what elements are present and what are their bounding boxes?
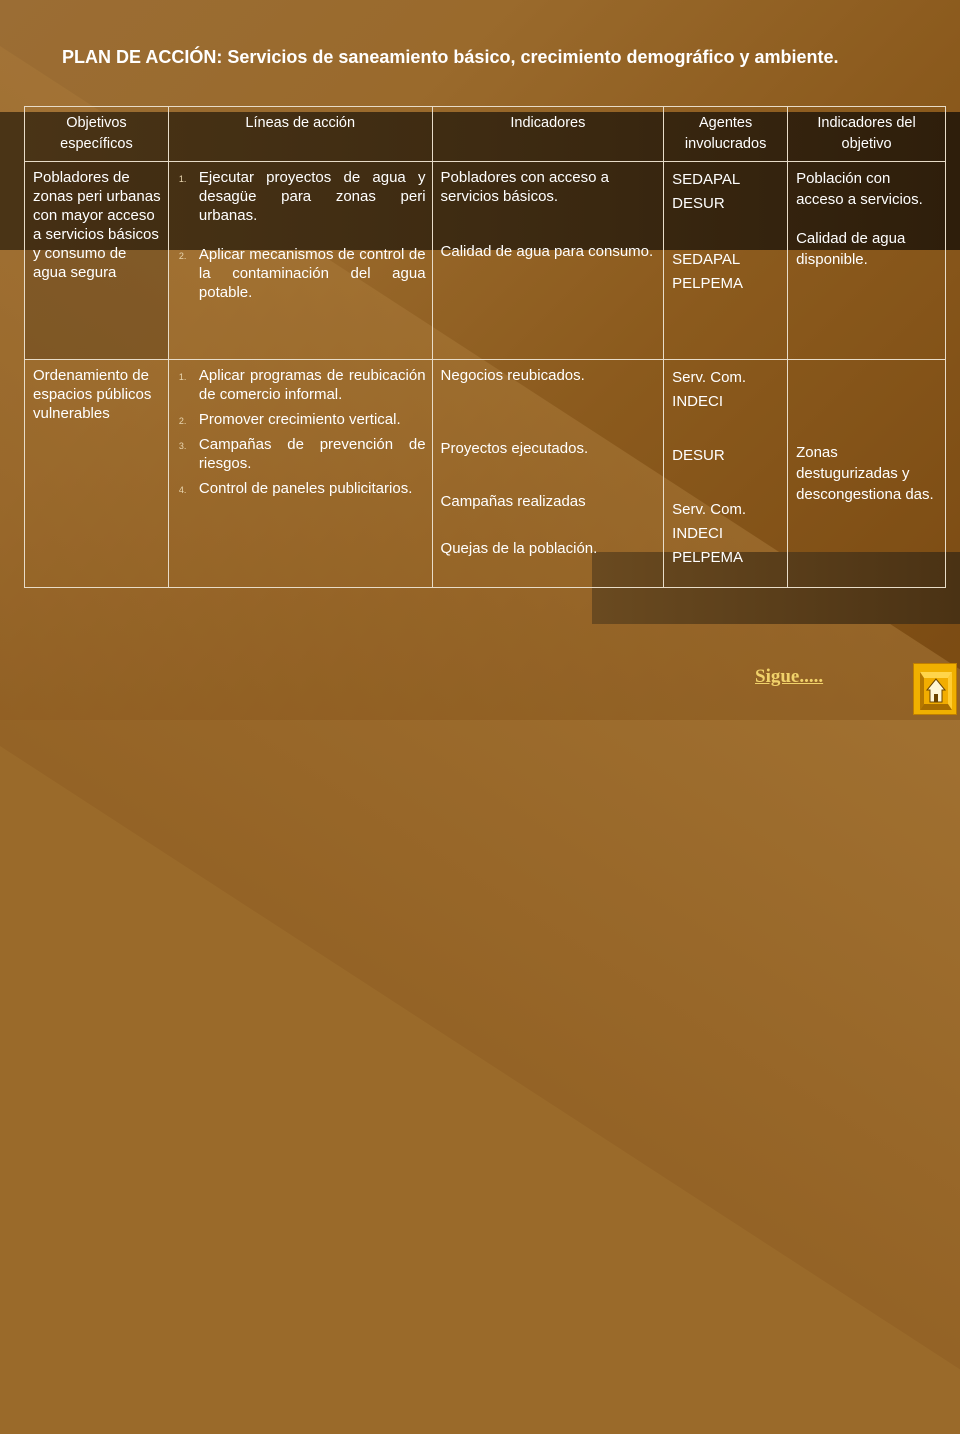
agent-text: PELPEMA xyxy=(672,275,744,292)
indicator-text: Pobladores con acceso a servicios básicos. xyxy=(440,169,609,205)
agents-cell xyxy=(664,162,788,360)
agents-cell xyxy=(664,360,788,588)
agent-text: SEDAPAL xyxy=(672,251,741,268)
action-line-item: 1. Ejecutar proyectos de agua y desagüe para zonas peri urbanas. xyxy=(178,169,426,224)
action-plan-table xyxy=(24,106,946,588)
objective-indicators-cell xyxy=(788,162,946,360)
page-title: PLAN DE ACCIÓN: Servicios de saneamiento básico, crecimiento demográfico y ambiente. xyxy=(62,47,839,67)
action-line-item: 2. Promover crecimiento vertical. xyxy=(178,411,401,428)
agent-text: DESUR xyxy=(672,195,725,212)
objective-indicators-cell xyxy=(788,360,946,588)
objective-indicator-text: Calidad de agua disponible. xyxy=(796,230,906,268)
indicator-text: Proyectos ejecutados. xyxy=(440,440,589,457)
objective-cell xyxy=(25,162,169,360)
objective-text: Pobladores de zonas peri urbanas con mayor acceso a servicios básicos y consumo de agua segura xyxy=(33,169,161,281)
indicators-cell xyxy=(432,162,664,360)
home-button[interactable] xyxy=(913,663,957,715)
action-line-item: 2. Aplicar mecanismos de control de la contaminación del agua potable. xyxy=(178,246,426,301)
header-indicadores: Indicadores xyxy=(432,107,664,162)
table-row xyxy=(25,162,946,360)
action-line-item: 4. Control de paneles publicitarios. xyxy=(178,480,413,497)
indicators-cell xyxy=(432,360,664,588)
objective-indicator-text: Población con acceso a servicios. xyxy=(796,170,923,208)
objective-indicator-text: Zonas destugurizadas y descongestiona das. xyxy=(796,444,934,503)
header-agentes: Agentes involucrados xyxy=(664,107,788,162)
indicator-text: Calidad de agua para consumo. xyxy=(440,243,654,260)
header-lineas: Líneas de acción xyxy=(168,107,432,162)
agent-text: INDECI xyxy=(672,393,724,410)
table-header-row xyxy=(25,107,946,162)
home-icon xyxy=(914,664,958,716)
agent-text: Serv. Com. xyxy=(672,501,747,518)
action-line-item: 1. Aplicar programas de reubicación de comercio informal. xyxy=(178,367,426,403)
action-lines-cell xyxy=(168,360,432,588)
next-slide-link[interactable]: Sigue..... xyxy=(755,666,824,687)
indicator-text: Quejas de la población. xyxy=(440,540,598,557)
objective-cell xyxy=(25,360,169,588)
objective-text: Ordenamiento de espacios públicos vulnerables xyxy=(33,367,152,422)
agent-text: PELPEMA xyxy=(672,549,744,566)
agent-text: INDECI xyxy=(672,525,724,542)
indicator-text: Negocios reubicados. xyxy=(440,367,585,384)
agent-text: Serv. Com. xyxy=(672,369,747,386)
agent-text: SEDAPAL xyxy=(672,171,741,188)
agent-text: DESUR xyxy=(672,447,725,464)
action-line-item: 3. Campañas de prevención de riesgos. xyxy=(178,436,426,472)
table-row xyxy=(25,360,946,588)
action-lines-cell xyxy=(168,162,432,360)
indicator-text: Campañas realizadas xyxy=(440,493,586,510)
header-objetivos: Objetivos específicos xyxy=(25,107,169,162)
header-indicadores-objetivo: Indicadores del objetivo xyxy=(788,107,946,162)
